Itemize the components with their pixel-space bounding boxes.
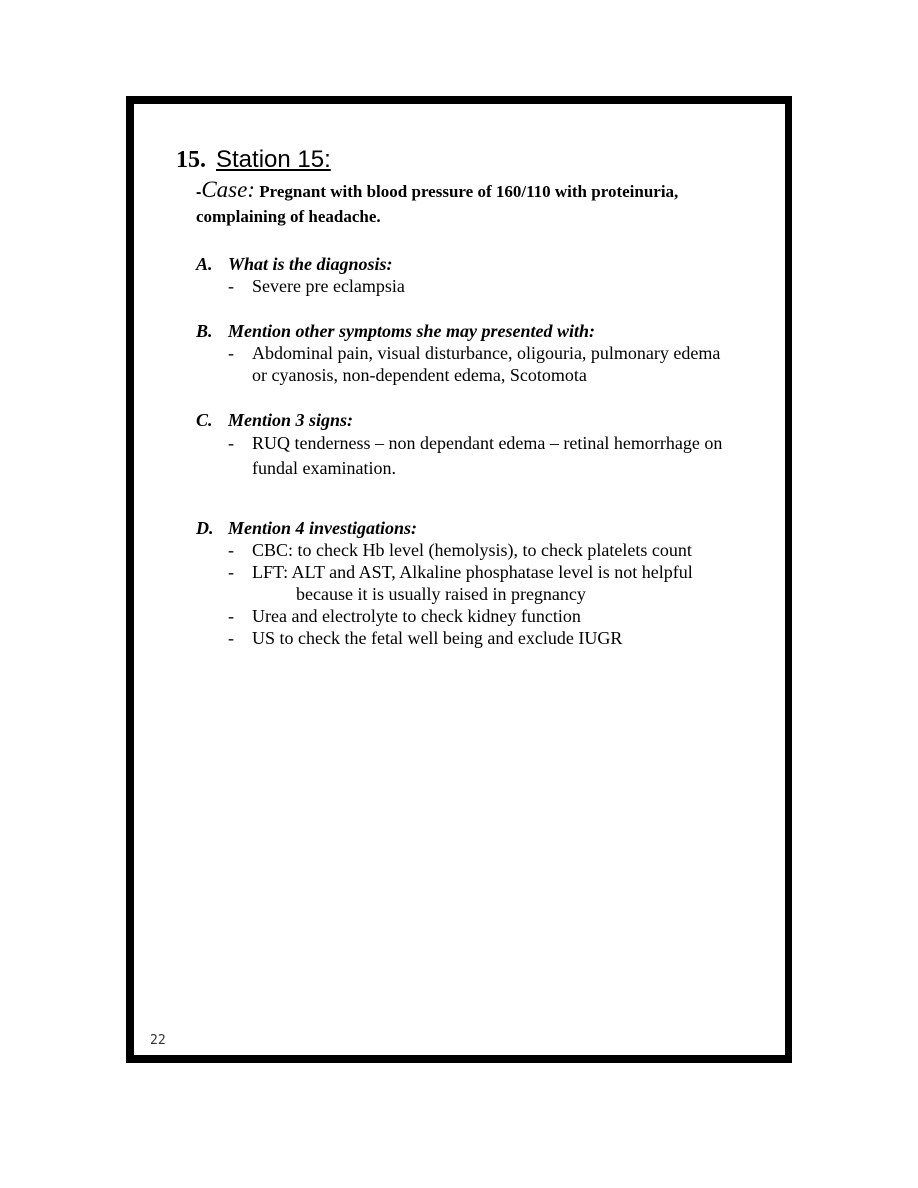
question-b [196,320,776,342]
bullet-dash: - [228,562,234,582]
section-a [196,253,776,297]
page-number: 22 [150,1033,166,1048]
answer-list-d [196,539,776,649]
question-text: What is the diagnosis: [228,254,393,274]
section-c [196,409,776,481]
list-item [228,539,776,561]
bullet-dash: - [228,628,234,648]
question-letter: B. [196,321,213,341]
bullet-dash: - [228,343,234,363]
question-d [196,517,776,539]
bullet-dash: - [228,540,234,560]
list-item [228,605,776,627]
question-text: Mention 3 signs: [228,410,354,430]
bullet-dash: - [228,276,234,296]
case-dash: - [196,184,202,201]
answer-text: Severe pre eclampsia [252,276,405,296]
list-item [228,561,776,605]
question-letter: A. [196,254,213,274]
bullet-dash: - [228,433,234,453]
station-content [176,146,776,649]
station-title: Station 15: [216,146,331,173]
list-item [228,627,776,649]
question-text: Mention 4 investigations: [228,518,418,538]
answer-list-a [196,275,776,297]
answer-list-c [196,431,776,481]
list-item [228,342,776,386]
answer-text-continued: or cyanosis, non-dependent edema, Scotomota [252,365,587,385]
answer-text: RUQ tenderness – non dependant edema – retinal hemorrhage on [252,433,723,453]
answer-list-b [196,342,776,386]
case-label: Case: [201,177,255,202]
question-a [196,253,776,275]
section-d [196,517,776,649]
answer-text: Abdominal pain, visual disturbance, oligouria, pulmonary edema [252,343,721,363]
answer-text: LFT: ALT and AST, Alkaline phosphatase level is not helpful [252,562,693,582]
station-number: 15. [176,147,206,173]
answer-text: CBC: to check Hb level (hemolysis), to check platelets count [252,540,692,560]
answer-text: US to check the fetal well being and exclude IUGR [252,628,623,648]
case-description [196,178,776,229]
station-heading [176,146,776,174]
case-text-line2: complaining of headache. [196,207,381,226]
answer-text-continued: because it is usually raised in pregnancy [296,584,586,604]
answer-text-continued: fundal examination. [252,458,396,478]
question-c [196,409,776,431]
question-text: Mention other symptoms she may presented with: [228,321,596,341]
section-b [196,320,776,386]
answer-text: Urea and electrolyte to check kidney function [252,606,581,626]
list-item [228,431,776,481]
question-letter: C. [196,410,213,430]
bullet-dash: - [228,606,234,626]
list-item [228,275,776,297]
case-text-line1: Pregnant with blood pressure of 160/110 with proteinuria, [255,182,679,201]
question-letter: D. [196,518,214,538]
